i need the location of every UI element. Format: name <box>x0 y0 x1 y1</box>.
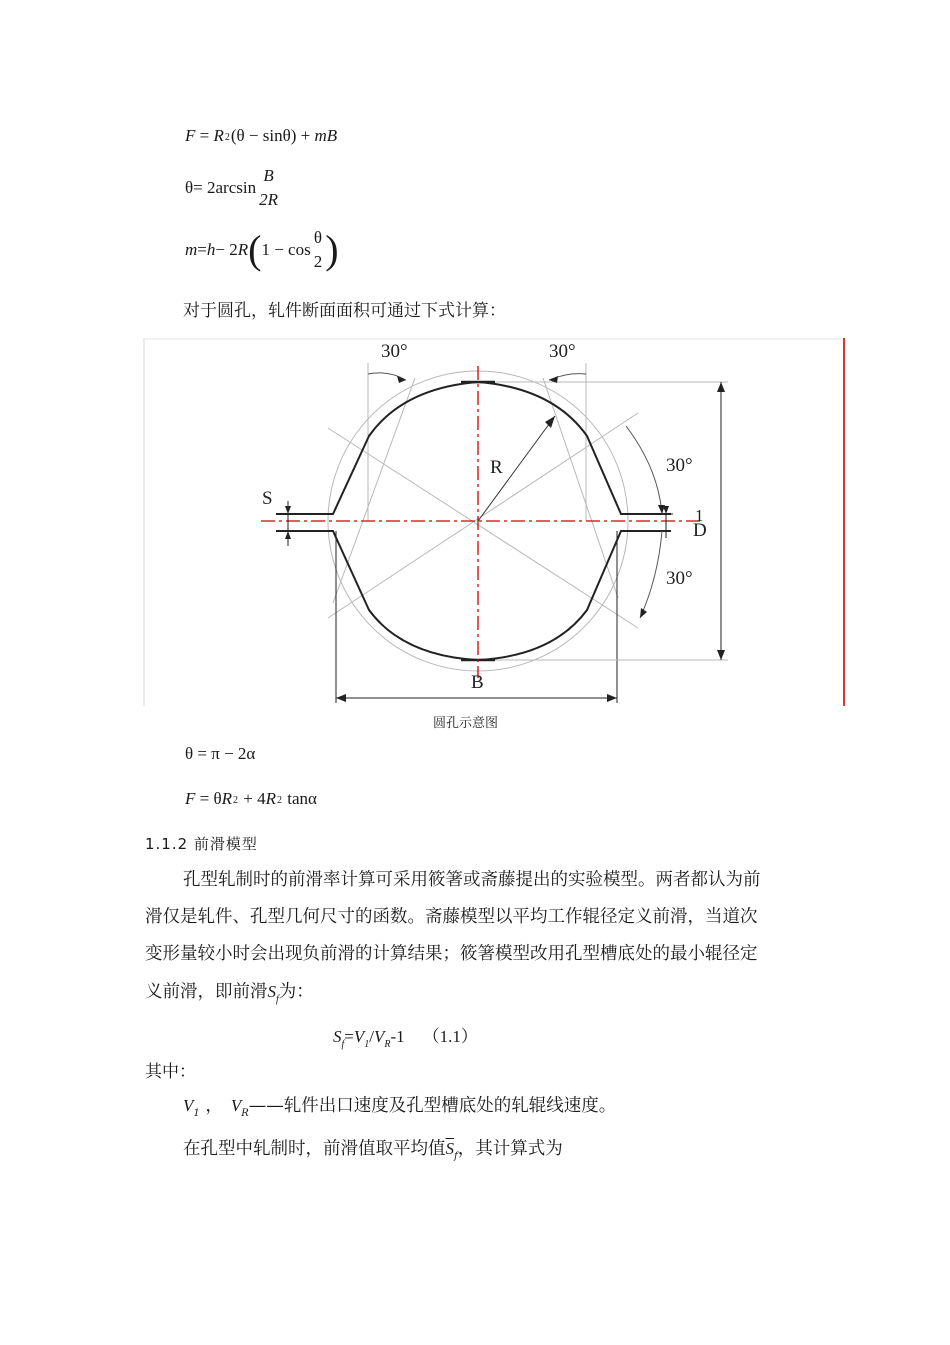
paragraph <box>145 862 825 1013</box>
intro-text: 对于圆孔，轧件断面面积可通过下式计算： <box>183 301 506 321</box>
formula-paren: (θ − sinθ) <box>230 126 297 145</box>
formula-op: = 2arcsin <box>193 178 257 197</box>
figure-caption: 圆孔示意图 <box>433 716 499 731</box>
formula-symbol: R <box>213 126 224 145</box>
formula-op: = θ <box>195 789 222 808</box>
angle-arrow <box>397 376 406 383</box>
formula-op: = <box>195 126 214 145</box>
d-arrow-bottom <box>717 650 725 660</box>
formula-area-square <box>185 126 337 146</box>
formula-op: = <box>197 240 207 259</box>
d-arrow-top <box>717 382 725 392</box>
s-arrow-top <box>285 506 291 514</box>
fraction-numerator: θ <box>313 228 323 247</box>
s-label: S <box>262 488 273 509</box>
formula-symbol: mB <box>314 126 338 145</box>
paragraph-line: 义前滑，即前滑$S_f$为： <box>145 982 314 1005</box>
formula-op: + 4 <box>239 789 266 808</box>
fraction-denominator: 2 <box>313 252 323 271</box>
b-label: B <box>471 672 484 693</box>
formula-op: tanα <box>283 789 317 808</box>
formula-theta-alpha: θ = π − 2α <box>185 744 256 763</box>
angle-label: 30° <box>549 341 576 362</box>
fraction-denominator: 2R <box>259 190 278 209</box>
formula-symbol: F <box>185 126 196 145</box>
radius-label: R <box>490 457 503 478</box>
formula-symbol: R <box>237 240 249 259</box>
formula-exponent: 2 <box>224 132 230 143</box>
paragraph-line: 孔型轧制时的前滑率计算可采用筱箸或斋藤提出的实验模型。两者都认为前 <box>183 870 761 890</box>
s-arrow-bottom <box>285 531 291 539</box>
one-label: 1 <box>695 506 704 525</box>
angle-arc-right-lower <box>640 531 662 618</box>
paragraph-line: 滑仅是轧件、孔型几何尺寸的函数。斋藤模型以平均工作辊径定义前滑，当道次 <box>145 907 758 927</box>
formula-m <box>185 226 339 274</box>
formula-theta <box>185 164 281 212</box>
formula-symbol: F <box>185 789 196 808</box>
equation-number: （1.1） <box>422 1027 478 1046</box>
formula-exponent: 2 <box>277 795 282 806</box>
radius-arrowhead <box>545 416 555 428</box>
last-line: 在孔型中轧制时，前滑值取平均值$\overline{S}_f$，其计算式为 <box>183 1139 563 1162</box>
formula-exponent: 2 <box>233 795 239 806</box>
where-label: 其中： <box>145 1062 196 1082</box>
formula-area-round <box>185 789 317 809</box>
paragraph-line: 变形量较小时会出现负前滑的计算结果；筱箸模型改用孔型槽底处的最小辊径定 <box>145 944 758 964</box>
round-pass-figure <box>143 338 848 710</box>
section-heading: 1.1.2 前滑模型 <box>145 835 258 853</box>
formula-symbol: R <box>221 789 233 808</box>
formula-fraction <box>259 164 278 212</box>
angle-label: 30° <box>666 455 693 476</box>
angle-label: 30° <box>666 568 693 589</box>
mean-sf-symbol: $\overline{S}$ <box>445 1139 454 1158</box>
equation-1-1: $S_f=V_1/V_R-1$ （1.1） <box>333 1027 478 1050</box>
fraction-numerator: B <box>263 166 274 185</box>
formula-symbol: m <box>185 240 198 259</box>
sf-symbol: $S_f$ <box>267 982 279 1005</box>
diag-line <box>328 413 638 618</box>
formula-symbol: θ <box>185 178 194 197</box>
right-paren: ) <box>325 227 339 272</box>
d-label: D <box>693 520 707 541</box>
formula-op: + <box>296 126 315 145</box>
pass-outline-top <box>276 382 671 514</box>
formula-symbol: R <box>265 789 276 808</box>
b-arrow-left <box>336 694 346 702</box>
angle-label: 30° <box>381 341 408 362</box>
formula-symbol: h <box>206 240 216 259</box>
left-paren: ( <box>248 227 262 272</box>
definition-line: $V_1$ ， $V_R——$轧件出口速度及孔型槽底处的轧辊线速度。 <box>183 1096 617 1119</box>
angle-arc-right-upper <box>626 426 662 514</box>
formula-fraction <box>314 226 323 274</box>
formula-op: 1 − cos <box>261 240 311 259</box>
slope-line <box>333 378 415 603</box>
formula-op: − 2 <box>215 240 238 259</box>
angle-arrow <box>658 505 665 514</box>
b-arrow-right <box>607 694 617 702</box>
